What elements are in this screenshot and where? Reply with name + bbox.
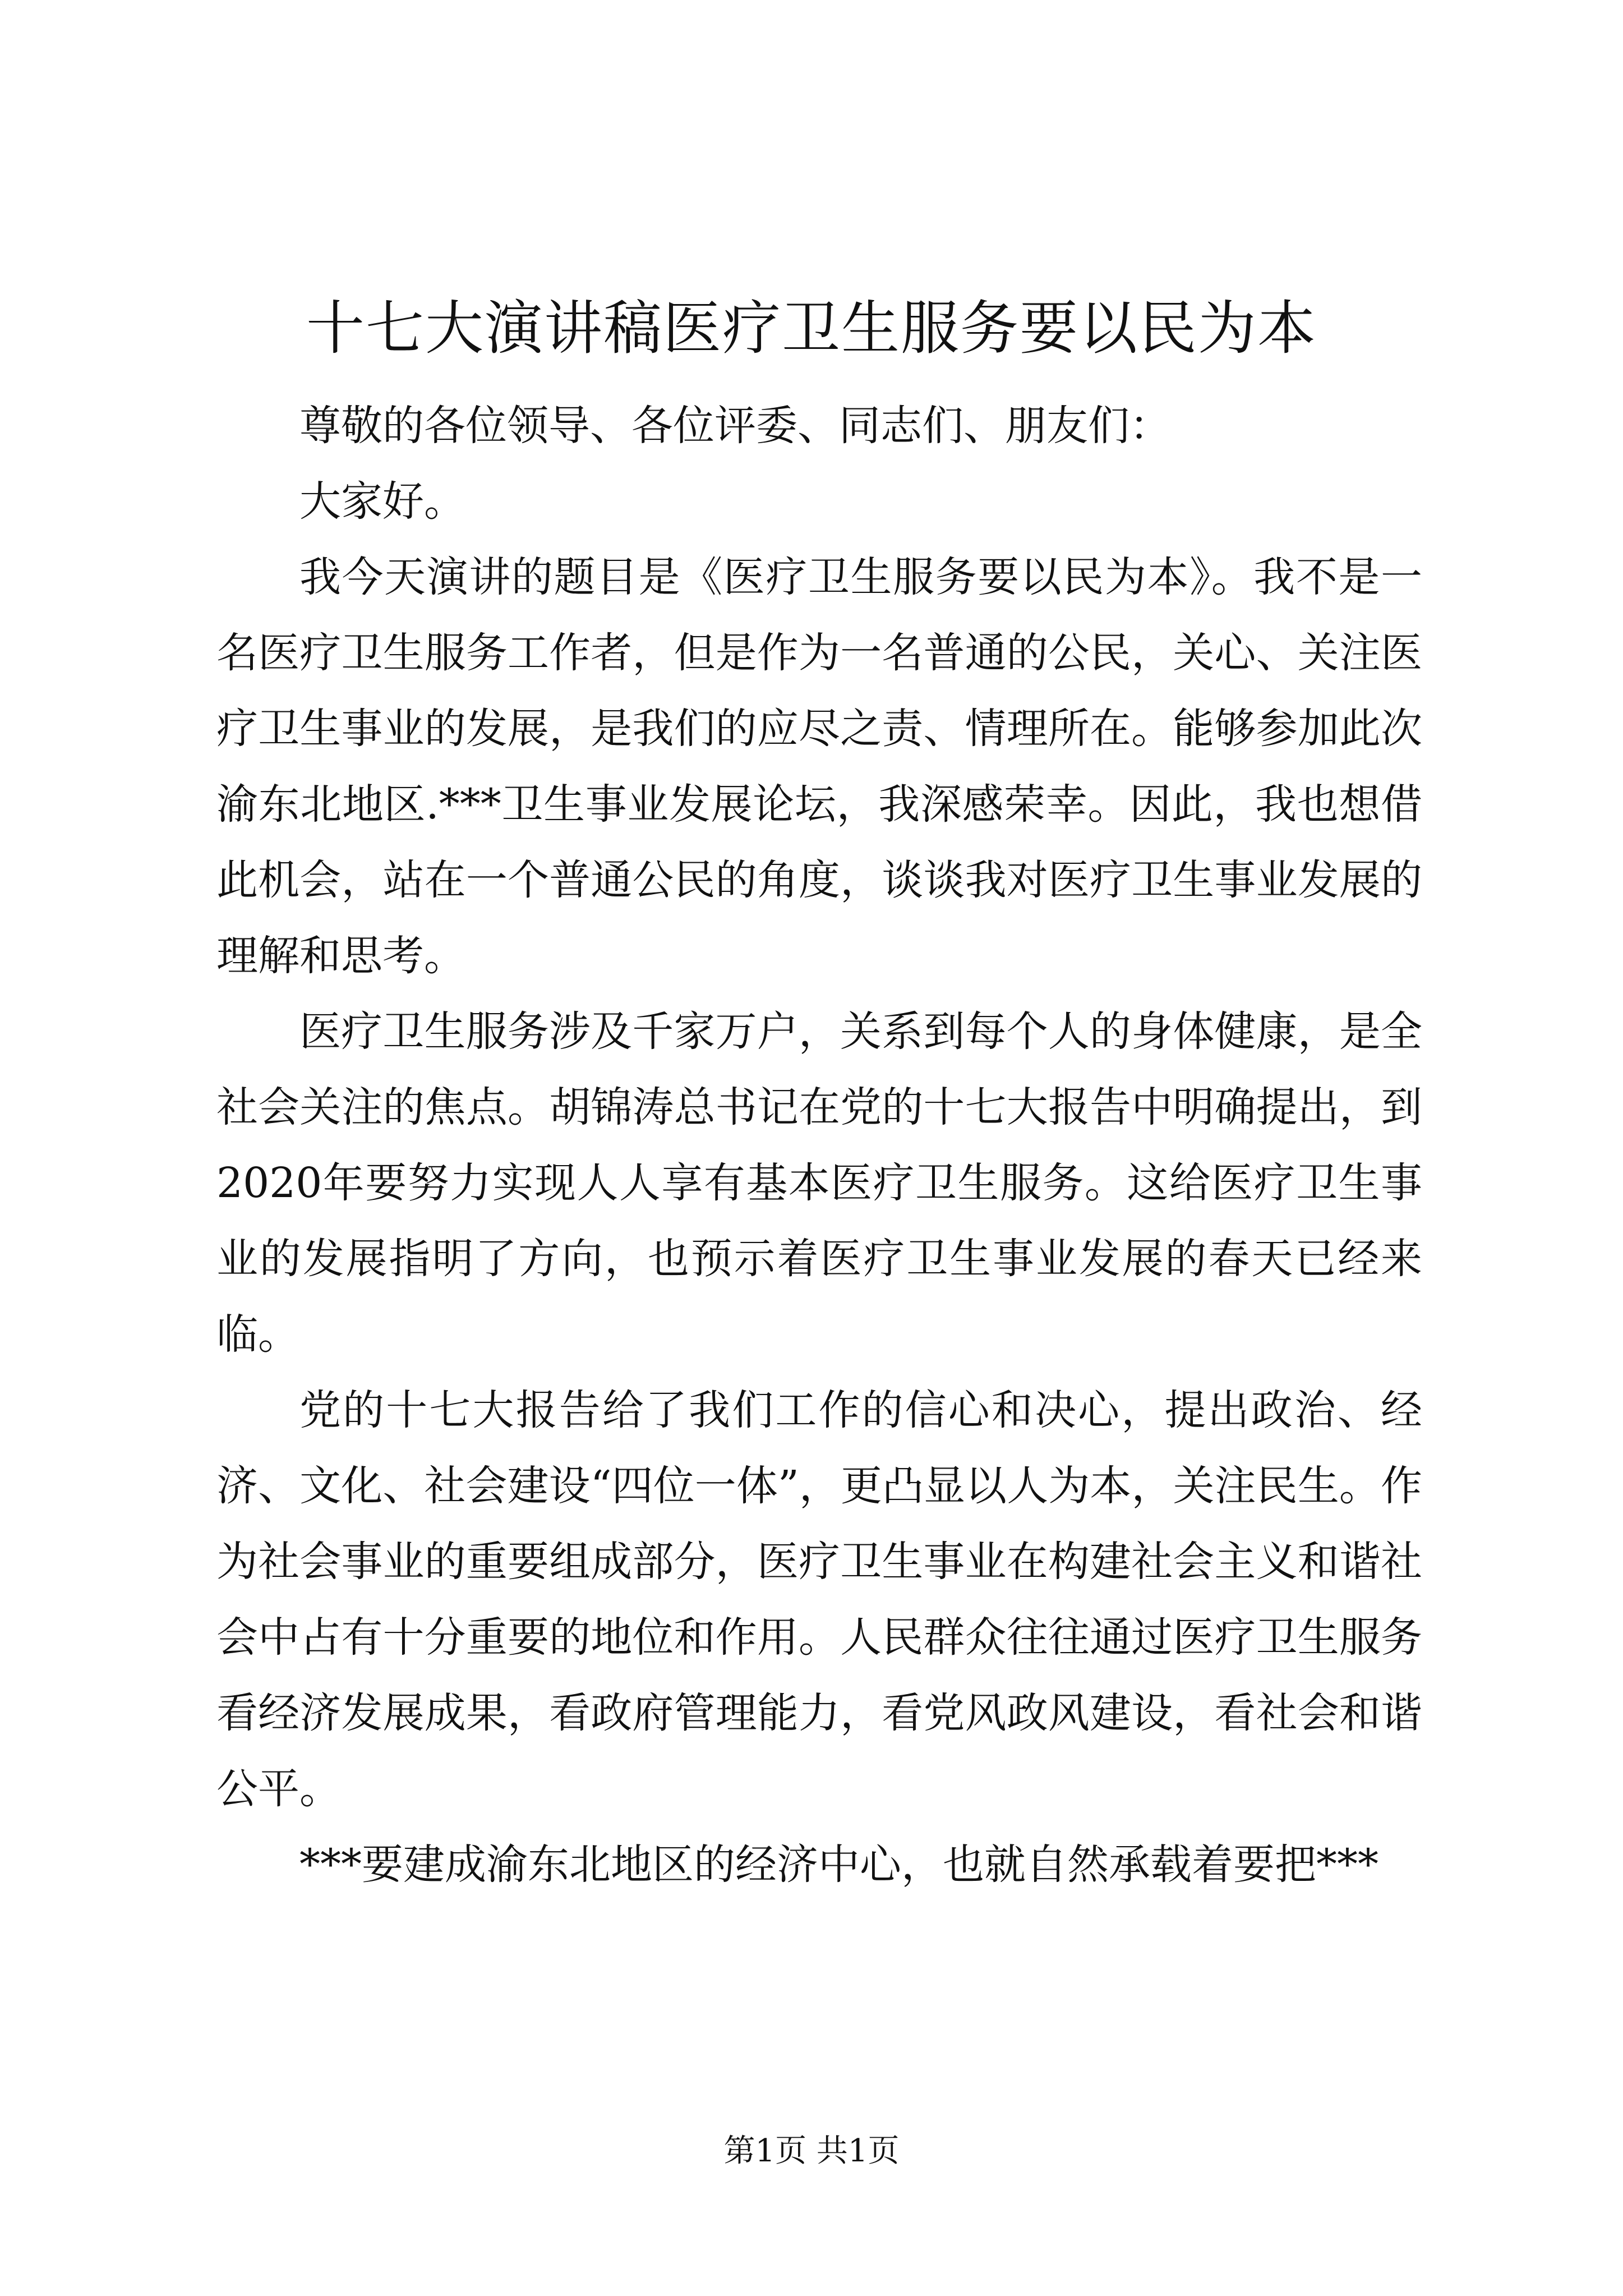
greeting-paragraph: 大家好。: [299, 477, 465, 526]
page-footer: 第1页 共1页: [723, 2133, 900, 2169]
salutation-paragraph: 尊敬的各位领导、各位评委、同志们、朋友们：: [299, 402, 1171, 450]
body-paragraph: 医疗卫生服务涉及千家万户，关系到每个人的身体健康，是全社会关注的焦点。胡锦涛总书记在党的十七大报告中明确提出，到2020年要努力实现人人享有基本医疗卫生服务。这给医疗卫生事业的发展指明了方向，也预示着医疗卫生事业发展的春天已经来临。: [216, 1007, 1422, 1359]
body-paragraph: 我今天演讲的题目是《医疗卫生服务要以民为本》。我不是一名医疗卫生服务工作者，但是作为一名普通的公民，关心、关注医疗卫生事业的发展，是我们的应尽之责、情理所在。能够参加此次渝东北地区.***卫生事业发展论坛，我深感荣幸。因此，我也想借此机会，站在一个普通公民的角度，谈谈我对医疗卫生事业发展的理解和思考。: [216, 553, 1422, 980]
body-paragraph: 党的十七大报告给了我们工作的信心和决心，提出政治、经济、文化、社会建设“四位一体”，更凸显以人为本，关注民生。作为社会事业的重要组成部分，医疗卫生事业在构建社会主义和谐社会中占有十分重要的地位和作用。人民群众往往通过医疗卫生服务看经济发展成果，看政府管理能力，看党风政风建设，看社会和谐公平。: [216, 1386, 1422, 1813]
document-title: 十七大演讲稿医疗卫生服务要以民为本: [306, 294, 1317, 362]
document-body: [216, 388, 1422, 1903]
body-paragraph: ***要建成渝东北地区的经济中心，也就自然承载着要把***: [299, 1841, 1378, 1889]
